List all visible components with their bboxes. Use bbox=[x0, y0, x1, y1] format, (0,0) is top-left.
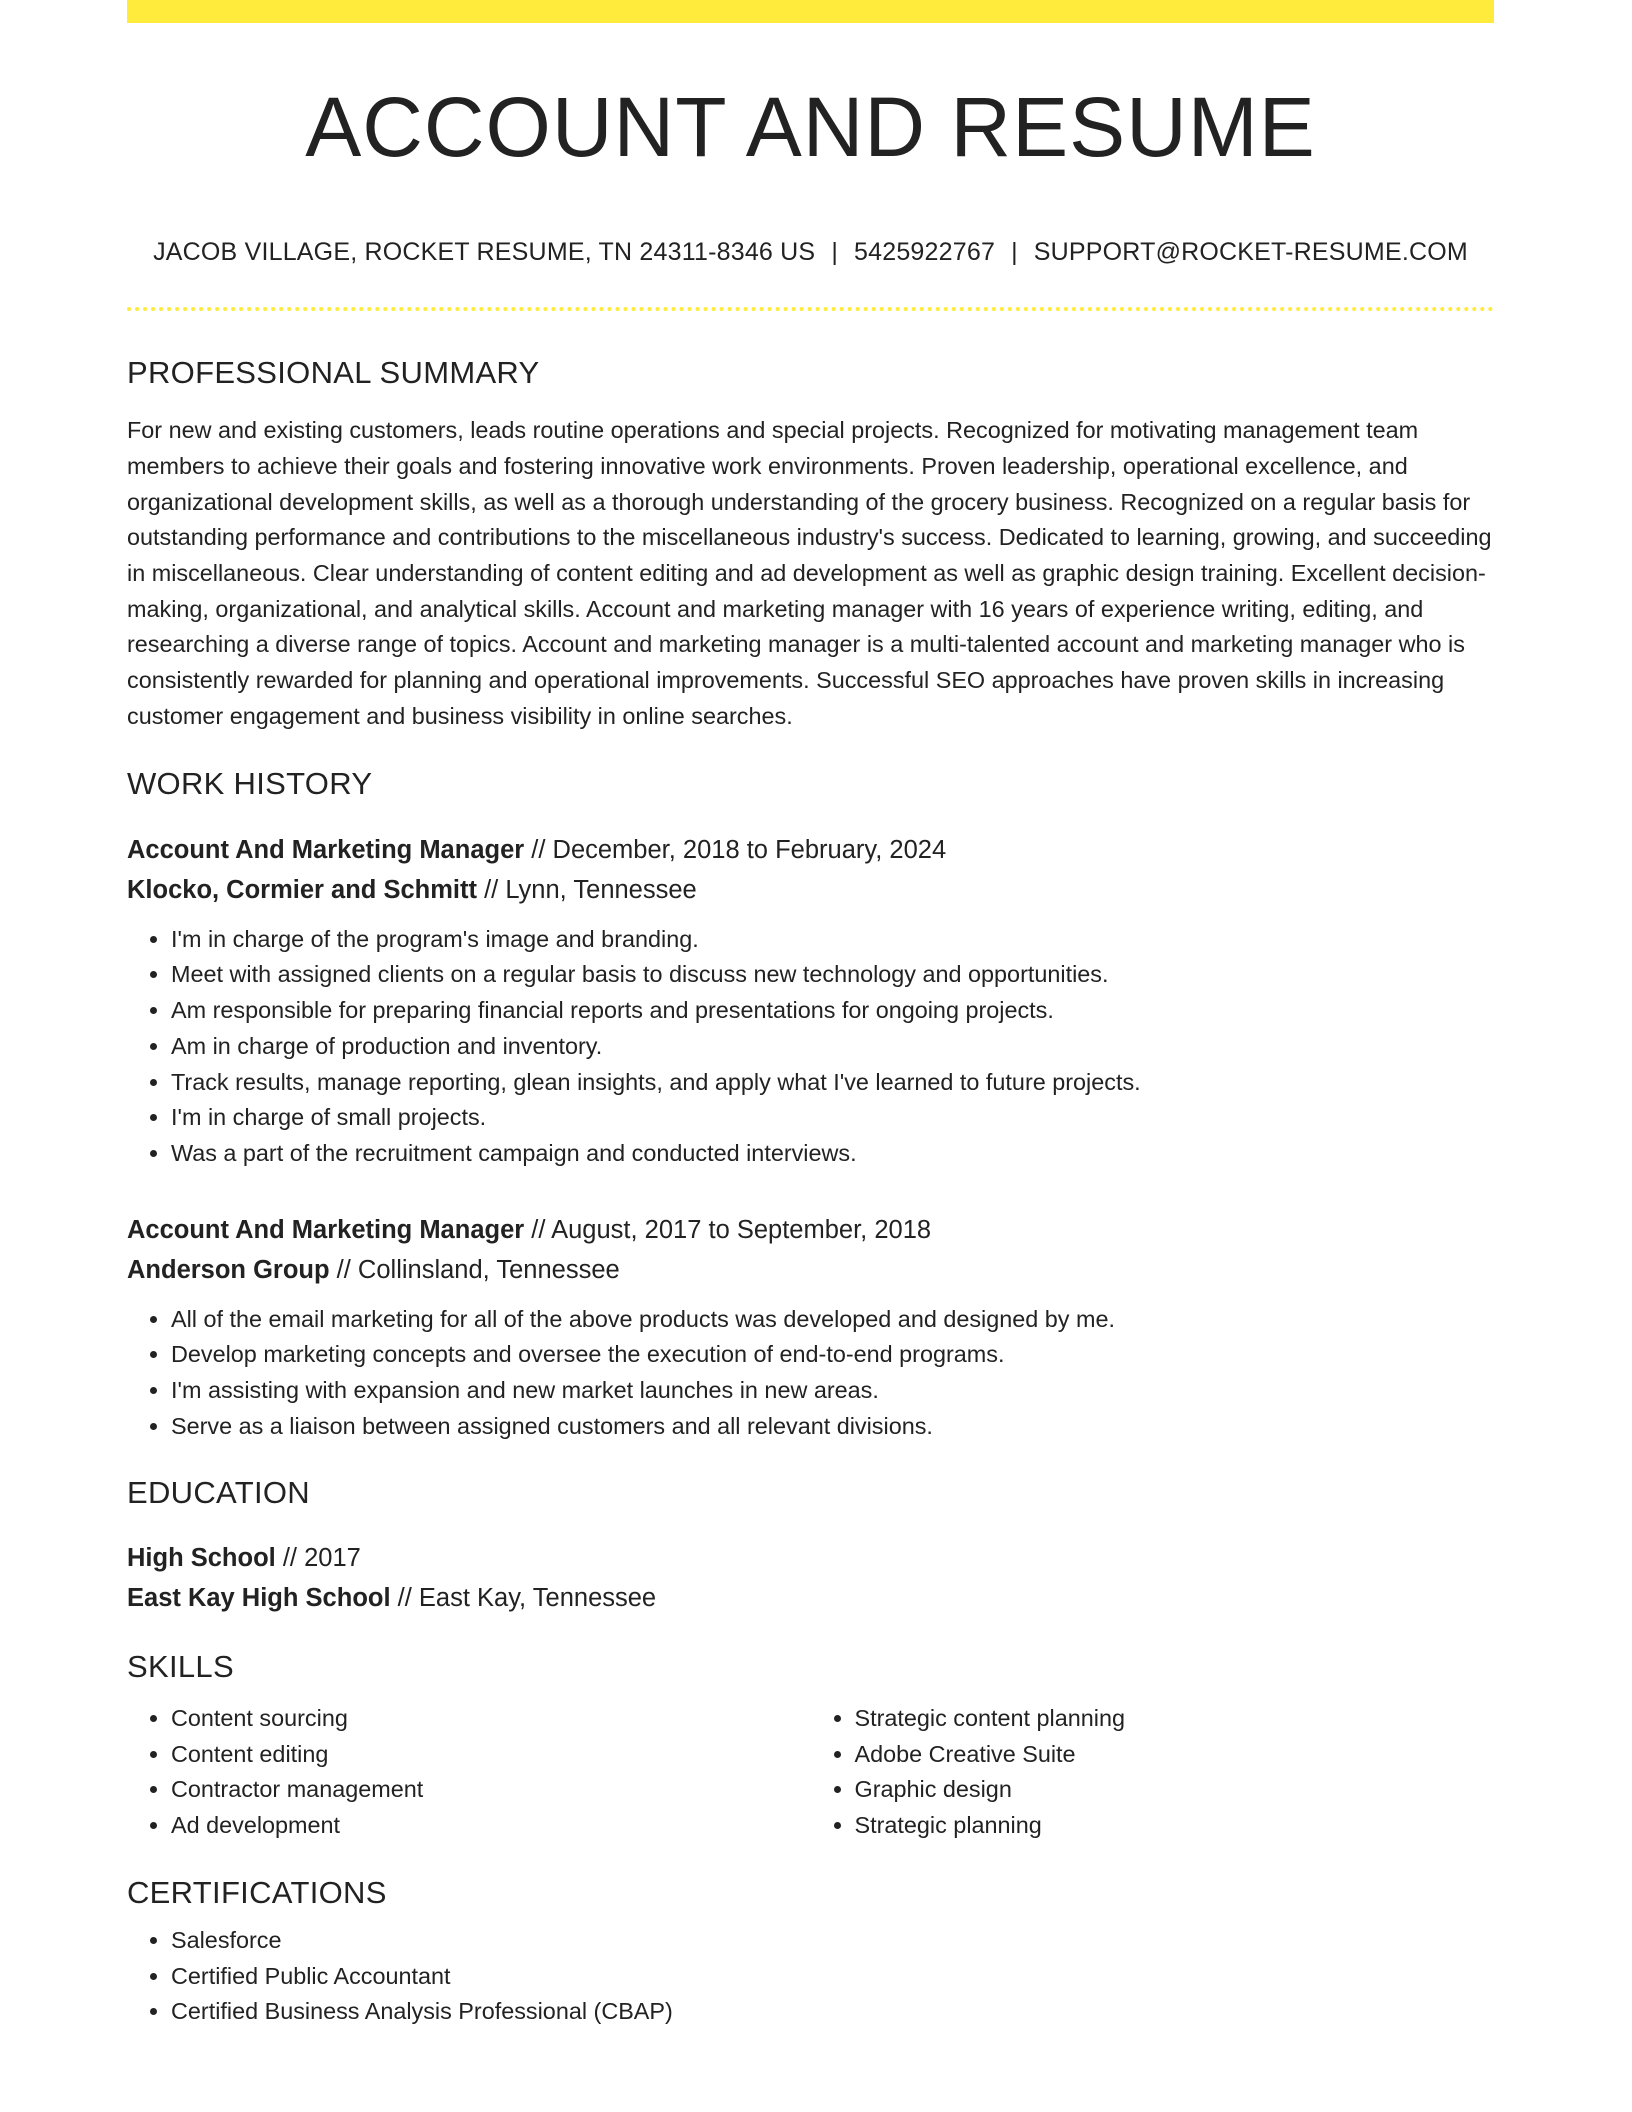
list-item: • Serve as a liaison between assigned customers and all relevant divisions. bbox=[171, 1409, 1494, 1445]
accent-top-bar bbox=[127, 0, 1494, 23]
contact-separator: | bbox=[1011, 238, 1018, 266]
list-item: • Track results, manage reporting, glean insights, and apply what I've learned to future projects. bbox=[171, 1065, 1494, 1101]
certifications-list bbox=[127, 1923, 1494, 2030]
job-role: Account And Marketing Manager bbox=[127, 835, 525, 864]
list-item: • Strategic content planning bbox=[855, 1701, 1495, 1737]
list-item: • I'm assisting with expansion and new market launches in new areas. bbox=[171, 1373, 1494, 1409]
list-item: • Graphic design bbox=[855, 1772, 1495, 1808]
list-item: • Develop marketing concepts and oversee the execution of end-to-end programs. bbox=[171, 1337, 1494, 1373]
contact-email: SUPPORT@ROCKET-RESUME.COM bbox=[1033, 238, 1468, 266]
job-company-line bbox=[127, 870, 1494, 910]
job-role-line bbox=[127, 1210, 1494, 1250]
contact-line bbox=[127, 237, 1494, 267]
contact-separator: | bbox=[831, 238, 839, 266]
list-item: • Certified Public Accountant bbox=[171, 1959, 1494, 1995]
dotted-divider bbox=[127, 307, 1494, 311]
job-dates: // August, 2017 to September, 2018 bbox=[524, 1215, 932, 1244]
education-school-line bbox=[127, 1578, 1494, 1618]
job-company: Anderson Group bbox=[127, 1255, 330, 1284]
education-degree: High School bbox=[127, 1543, 276, 1572]
list-item: • Content sourcing bbox=[171, 1701, 811, 1737]
job-dates: // December, 2018 to February, 2024 bbox=[524, 835, 947, 864]
certifications-heading: CERTIFICATIONS bbox=[127, 1874, 387, 1910]
skills-list-right bbox=[811, 1701, 1495, 1844]
job-company: Klocko, Cormier and Schmitt bbox=[127, 875, 477, 904]
education-entry bbox=[127, 1538, 1494, 1618]
list-item: • Adobe Creative Suite bbox=[855, 1737, 1495, 1773]
list-item: • Certified Business Analysis Professional (CBAP) bbox=[171, 1994, 1494, 2030]
list-item: • Salesforce bbox=[171, 1923, 1494, 1959]
job-company-line bbox=[127, 1250, 1494, 1290]
list-item: • Was a part of the recruitment campaign and conducted interviews. bbox=[171, 1136, 1494, 1172]
education-year: // 2017 bbox=[275, 1543, 361, 1572]
skills-heading: SKILLS bbox=[127, 1648, 234, 1684]
list-item: • Am responsible for preparing financial reports and presentations for ongoing projects. bbox=[171, 993, 1494, 1029]
list-item: • I'm in charge of small projects. bbox=[171, 1100, 1494, 1136]
education-location: // East Kay, Tennessee bbox=[390, 1583, 657, 1612]
list-item: • I'm in charge of the program's image and branding. bbox=[171, 922, 1494, 958]
education-school: East Kay High School bbox=[127, 1583, 391, 1612]
list-item: • Content editing bbox=[171, 1737, 811, 1773]
job-role: Account And Marketing Manager bbox=[127, 1215, 525, 1244]
job-location: // Collinsland, Tennessee bbox=[329, 1255, 620, 1284]
contact-phone: 5425922767 bbox=[854, 238, 996, 266]
work-history-heading: WORK HISTORY bbox=[127, 765, 373, 801]
summary-heading: PROFESSIONAL SUMMARY bbox=[127, 355, 540, 390]
list-item: • Ad development bbox=[171, 1808, 811, 1844]
skills-grid bbox=[127, 1701, 1494, 1844]
list-item: • Contractor management bbox=[171, 1772, 811, 1808]
job-location: // Lynn, Tennessee bbox=[476, 875, 697, 904]
education-heading: EDUCATION bbox=[127, 1475, 310, 1511]
job-bullets bbox=[127, 922, 1494, 1172]
education-degree-line bbox=[127, 1538, 1494, 1578]
job-role-line bbox=[127, 830, 1494, 870]
list-item: • All of the email marketing for all of the above products was developed and designed by me. bbox=[171, 1302, 1494, 1338]
job-entry bbox=[127, 1210, 1494, 1445]
resume-page bbox=[127, 0, 1494, 2030]
list-item: • Meet with assigned clients on a regular basis to discuss new technology and opportunities. bbox=[171, 957, 1494, 993]
resume-name: ACCOUNT AND RESUME bbox=[305, 80, 1316, 174]
contact-address: JACOB VILLAGE, ROCKET RESUME, TN 24311-8346 US bbox=[153, 238, 816, 266]
skills-list-left bbox=[127, 1701, 811, 1844]
list-item: • Strategic planning bbox=[855, 1808, 1495, 1844]
list-item: • Am in charge of production and inventory. bbox=[171, 1029, 1494, 1065]
summary-text: For new and existing customers, leads routine operations and special projects. Recognized for motivating management team members to achieve their goals and fostering innovative work environments. Proven leadership, operational excellence, and organizational development skills, as well as a thorough understanding of the grocery business. Recognized on a regular basis for outstanding performance and contributions to the miscellaneous industry's success. Dedicated to learning, growing, and succeeding in miscellaneous. Clear understanding of content editing and ad development as well as graphic design training. Excellent decision-making, organizational, and analytical skills. Account and marketing manager with 16 years of experience writing, editing, and researching a diverse range of topics. Account and marketing manager is a multi-talented account and marketing manager who is consistently rewarded for planning and operational improvements. Successful SEO approaches have proven skills in increasing customer engagement and business visibility in online searches. bbox=[127, 417, 1492, 729]
job-entry bbox=[127, 830, 1494, 1172]
job-bullets bbox=[127, 1302, 1494, 1445]
